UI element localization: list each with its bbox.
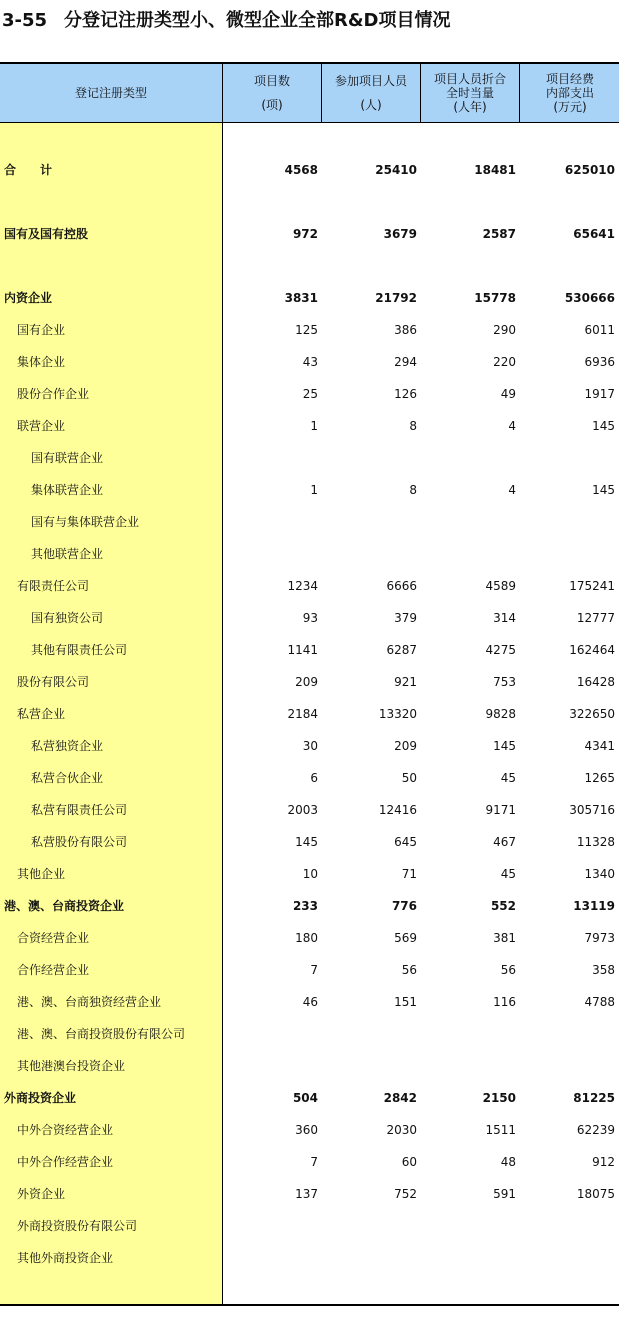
- cell-expenditure: 530666: [564, 291, 615, 305]
- header-col-personnel: [321, 64, 420, 122]
- cell-fte: 9828: [485, 707, 516, 721]
- cell-projects: 180: [295, 931, 318, 945]
- table-row: [0, 320, 619, 340]
- cell-projects: 972: [292, 227, 318, 241]
- row-label: 国有独资公司: [31, 611, 104, 625]
- cell-expenditure: 145: [592, 419, 615, 433]
- cell-fte: 49: [500, 387, 516, 401]
- cell-fte: 314: [493, 611, 516, 625]
- cell-expenditure: 1340: [584, 867, 615, 881]
- table-number: 3-55: [2, 10, 48, 31]
- cell-fte: 4275: [485, 643, 516, 657]
- cell-personnel: 2842: [383, 1091, 417, 1105]
- cell-personnel: 126: [394, 387, 417, 401]
- cell-fte: 4589: [485, 579, 516, 593]
- cell-personnel: 50: [401, 771, 417, 785]
- row-label: 私营合伙企业: [31, 771, 104, 785]
- cell-projects: 3831: [284, 291, 318, 305]
- cell-expenditure: 4341: [584, 739, 615, 753]
- table-row: [0, 1152, 619, 1172]
- row-label: 合作经营企业: [17, 963, 90, 977]
- header-col-fte-line2: 全时当量: [445, 86, 494, 100]
- cell-projects: 93: [302, 611, 318, 625]
- cell-expenditure: 912: [592, 1155, 615, 1169]
- table-row: [0, 1120, 619, 1140]
- cell-expenditure: 1917: [584, 387, 615, 401]
- table-row: [0, 576, 619, 596]
- table-row: [0, 768, 619, 788]
- header-col-personnel-unit: (人): [360, 98, 382, 112]
- cell-expenditure: 11328: [576, 835, 615, 849]
- row-label: 外商投资企业: [4, 1091, 77, 1105]
- table-row: [0, 1248, 619, 1268]
- cell-fte: 2587: [482, 227, 516, 241]
- cell-personnel: 8: [409, 483, 417, 497]
- row-label: 国有联营企业: [31, 451, 104, 465]
- cell-projects: 46: [302, 995, 318, 1009]
- row-label: 其他外商投资企业: [17, 1251, 114, 1265]
- cell-personnel: 209: [394, 739, 417, 753]
- row-label: 私营股份有限公司: [31, 835, 128, 849]
- table-row: [0, 224, 619, 244]
- table-row: [0, 736, 619, 756]
- cell-personnel: 6287: [386, 643, 417, 657]
- row-label: 集体企业: [17, 355, 66, 369]
- cell-expenditure: 62239: [576, 1123, 615, 1137]
- table-row: [0, 352, 619, 372]
- row-label: 港、澳、台商投资股份有限公司: [17, 1027, 186, 1041]
- table-row: [0, 1216, 619, 1236]
- cell-fte: 753: [493, 675, 516, 689]
- cell-projects: 43: [302, 355, 318, 369]
- row-label: 国有及国有控股: [4, 227, 89, 241]
- table-row: [0, 384, 619, 404]
- cell-personnel: 386: [394, 323, 417, 337]
- row-label: 国有企业: [17, 323, 66, 337]
- cell-expenditure: 7973: [584, 931, 615, 945]
- row-label: 中外合资经营企业: [17, 1123, 114, 1137]
- cell-fte: 467: [493, 835, 516, 849]
- row-label: 集体联营企业: [31, 483, 104, 497]
- row-label: 有限责任公司: [17, 579, 90, 593]
- row-label: 合 计: [4, 163, 53, 177]
- cell-personnel: 776: [391, 899, 417, 913]
- row-label: 股份有限公司: [17, 675, 90, 689]
- row-label: 私营企业: [17, 707, 66, 721]
- cell-fte: 220: [493, 355, 516, 369]
- row-label: 内资企业: [4, 291, 53, 305]
- cell-fte: 381: [493, 931, 516, 945]
- table-bottom-rule: [0, 1304, 619, 1306]
- cell-projects: 25: [302, 387, 318, 401]
- cell-projects: 4568: [284, 163, 318, 177]
- table-row: [0, 960, 619, 980]
- table-row: [0, 1024, 619, 1044]
- cell-expenditure: 162464: [569, 643, 615, 657]
- cell-projects: 1234: [287, 579, 318, 593]
- cell-personnel: 752: [394, 1187, 417, 1201]
- cell-expenditure: 81225: [573, 1091, 615, 1105]
- cell-personnel: 921: [394, 675, 417, 689]
- cell-personnel: 3679: [383, 227, 417, 241]
- table-row: [0, 832, 619, 852]
- cell-projects: 125: [295, 323, 318, 337]
- table-row: [0, 992, 619, 1012]
- cell-projects: 233: [292, 899, 318, 913]
- cell-personnel: 60: [401, 1155, 417, 1169]
- cell-expenditure: 625010: [564, 163, 615, 177]
- header-col-expenditure-unit: (万元): [553, 100, 587, 114]
- cell-fte: 552: [490, 899, 516, 913]
- cell-expenditure: 4788: [584, 995, 615, 1009]
- cell-fte: 591: [493, 1187, 516, 1201]
- table-title-text: 分登记注册类型小、微型企业全部R&D项目情况: [64, 10, 451, 31]
- cell-personnel: 13320: [378, 707, 417, 721]
- header-col-projects-unit: (项): [261, 98, 283, 112]
- cell-fte: 4: [508, 483, 516, 497]
- cell-projects: 504: [292, 1091, 318, 1105]
- row-label: 股份合作企业: [17, 387, 90, 401]
- row-label: 港、澳、台商投资企业: [4, 899, 125, 913]
- cell-personnel: 151: [394, 995, 417, 1009]
- table-row: [0, 416, 619, 436]
- cell-projects: 137: [295, 1187, 318, 1201]
- table-row: [0, 672, 619, 692]
- cell-expenditure: 1265: [584, 771, 615, 785]
- cell-projects: 145: [295, 835, 318, 849]
- row-label: 国有与集体联营企业: [31, 515, 140, 529]
- cell-expenditure: 305716: [569, 803, 615, 817]
- cell-expenditure: 145: [592, 483, 615, 497]
- header-col-personnel-line1: 参加项目人员: [334, 74, 407, 88]
- cell-expenditure: 358: [592, 963, 615, 977]
- table-row: [0, 512, 619, 532]
- cell-personnel: 25410: [375, 163, 417, 177]
- cell-personnel: 2030: [386, 1123, 417, 1137]
- cell-expenditure: 18075: [576, 1187, 615, 1201]
- row-label: 外商投资股份有限公司: [17, 1219, 138, 1233]
- cell-projects: 10: [302, 867, 318, 881]
- cell-projects: 2003: [287, 803, 318, 817]
- cell-expenditure: 175241: [569, 579, 615, 593]
- row-label: 其他有限责任公司: [31, 643, 128, 657]
- cell-fte: 18481: [474, 163, 516, 177]
- cell-projects: 1: [310, 419, 318, 433]
- cell-expenditure: 6011: [584, 323, 615, 337]
- cell-projects: 30: [302, 739, 318, 753]
- header-col-fte-unit: (人年): [453, 100, 487, 114]
- row-label: 港、澳、台商独资经营企业: [17, 995, 162, 1009]
- table-header: [0, 64, 619, 122]
- cell-expenditure: 12777: [576, 611, 615, 625]
- header-col-expenditure-line1: 项目经费: [545, 72, 594, 86]
- cell-fte: 145: [493, 739, 516, 753]
- row-label: 私营独资企业: [31, 739, 104, 753]
- header-col-expenditure-line2: 内部支出: [545, 86, 594, 100]
- header-col-projects-line1: 项目数: [253, 74, 290, 88]
- cell-projects: 1: [310, 483, 318, 497]
- row-label: 私营有限责任公司: [31, 803, 128, 817]
- page-title: [2, 6, 451, 32]
- header-col-fte: [420, 64, 519, 122]
- cell-personnel: 645: [394, 835, 417, 849]
- row-label: 其他港澳台投资企业: [17, 1059, 126, 1073]
- cell-projects: 2184: [287, 707, 318, 721]
- table-row: [0, 1088, 619, 1108]
- cell-fte: 48: [500, 1155, 516, 1169]
- cell-fte: 116: [493, 995, 516, 1009]
- cell-personnel: 6666: [386, 579, 417, 593]
- row-label: 中外合作经营企业: [17, 1155, 114, 1169]
- table-row: [0, 160, 619, 180]
- row-label: 其他企业: [17, 867, 66, 881]
- cell-projects: 1141: [287, 643, 318, 657]
- cell-personnel: 21792: [375, 291, 417, 305]
- cell-personnel: 8: [409, 419, 417, 433]
- cell-personnel: 379: [394, 611, 417, 625]
- header-stub-label: 登记注册类型: [74, 86, 147, 100]
- cell-projects: 209: [295, 675, 318, 689]
- cell-projects: 6: [310, 771, 318, 785]
- cell-fte: 45: [500, 867, 516, 881]
- row-label: 合资经营企业: [17, 931, 90, 945]
- table-row: [0, 864, 619, 884]
- cell-projects: 7: [310, 963, 318, 977]
- cell-projects: 7: [310, 1155, 318, 1169]
- table-row: [0, 544, 619, 564]
- cell-expenditure: 6936: [584, 355, 615, 369]
- cell-fte: 4: [508, 419, 516, 433]
- cell-personnel: 294: [394, 355, 417, 369]
- table-row: [0, 640, 619, 660]
- cell-fte: 9171: [485, 803, 516, 817]
- table-row: [0, 1184, 619, 1204]
- table-row: [0, 1056, 619, 1076]
- table-row: [0, 704, 619, 724]
- table-row: [0, 896, 619, 916]
- cell-fte: 2150: [482, 1091, 516, 1105]
- table-row: [0, 928, 619, 948]
- cell-projects: 360: [295, 1123, 318, 1137]
- cell-expenditure: 13119: [573, 899, 615, 913]
- row-label: 联营企业: [17, 419, 66, 433]
- cell-fte: 290: [493, 323, 516, 337]
- header-stub: [0, 64, 222, 122]
- cell-fte: 56: [500, 963, 516, 977]
- cell-personnel: 56: [401, 963, 417, 977]
- header-col-projects: [222, 64, 321, 122]
- cell-expenditure: 16428: [576, 675, 615, 689]
- cell-personnel: 569: [394, 931, 417, 945]
- table-row: [0, 480, 619, 500]
- table-row: [0, 288, 619, 308]
- cell-expenditure: 322650: [569, 707, 615, 721]
- header-col-fte-line1: 项目人员折合: [433, 72, 506, 86]
- table-row: [0, 800, 619, 820]
- header-col-expenditure: [519, 64, 619, 122]
- cell-fte: 15778: [474, 291, 516, 305]
- table-row: [0, 608, 619, 628]
- cell-fte: 1511: [485, 1123, 516, 1137]
- table-row: [0, 448, 619, 468]
- cell-expenditure: 65641: [573, 227, 615, 241]
- row-label: 外资企业: [17, 1187, 66, 1201]
- cell-personnel: 12416: [378, 803, 417, 817]
- row-label: 其他联营企业: [31, 547, 104, 561]
- cell-fte: 45: [500, 771, 516, 785]
- cell-personnel: 71: [401, 867, 417, 881]
